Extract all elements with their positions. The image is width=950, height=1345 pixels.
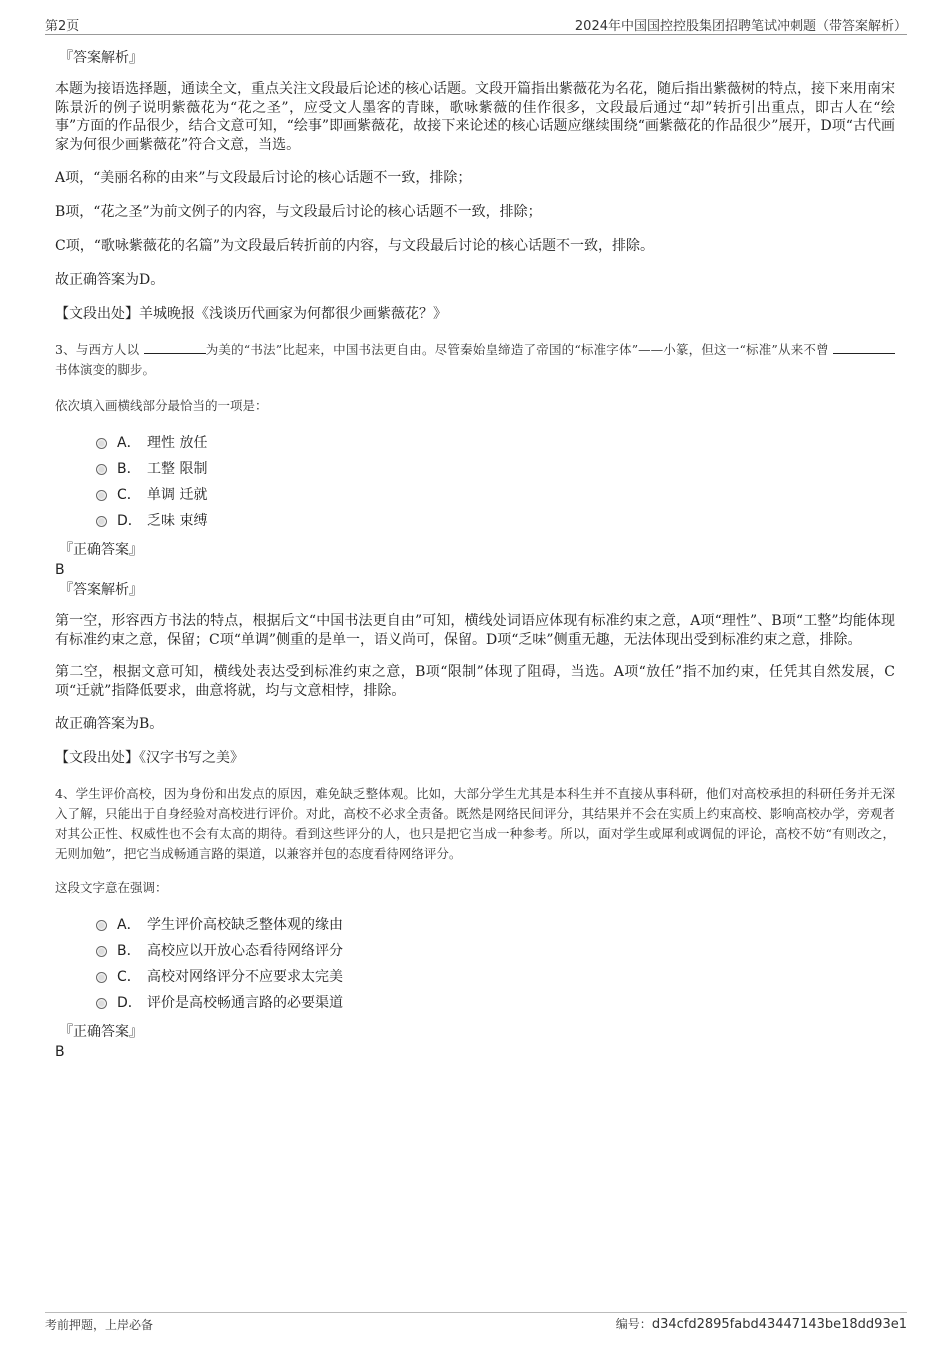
page-content (55, 48, 895, 1062)
radio-icon[interactable] (96, 516, 107, 527)
document-title: 2024年中国国控控股集团招聘笔试冲刺题（带答案解析） (574, 19, 907, 34)
q3-option-d[interactable]: D． 乏味 束缚 (96, 508, 895, 534)
radio-icon[interactable] (96, 946, 107, 957)
page-number: 第2页 (45, 19, 80, 34)
footer-code (616, 1315, 907, 1332)
q4-option-b[interactable]: B． 高校应以开放心态看待网络评分 (96, 938, 895, 964)
q4-stem: 4、学生评价高校，因为身份和出发点的原因，难免缺乏整体观。比如，大部分学生尤其是本科生并不直接从事科研，他们对高校承担的科研任务并无深入了解，只能出于自身经验对高校进行评价。对此，高校不必求全责备。既然是网络民间评分，其结果并不会在实质上约束高校、影响高校办学，旁观者对其公正性、权威性也不会有太高的期待。看到这些评分的人，也只是把它当成一种参考。所以，面对学生或犀利或调侃的评论，高校不妨“有则改之，无则加勉”，把它当成畅通言路的渠道，以兼容并包的态度看待网络评分。 (55, 786, 895, 861)
q2-eliminate-c: C项，“歌咏紫薇花的名篇”为文段最后转折前的内容，与文段最后讨论的核心话题不一致，排除。 (55, 238, 655, 254)
q3-option-a[interactable]: A． 理性 放任 (96, 430, 895, 456)
q3-stem (55, 340, 895, 380)
footer-slogan: 考前押题，上岸必备 (45, 1318, 154, 1332)
q3-option-c[interactable]: C． 单调 迁就 (96, 482, 895, 508)
q3-analysis-paragraph-1: 第一空，形容西方书法的特点，根据后文“中国书法更自由”可知，横线处词语应体现有标准约束之意，A项“理性”、B项“工整”均能体现有标准约束之意，保留；C项“单调”侧重的是单一，语义尚可，保留。D项“乏味”侧重无趣，无法体现出受到标准约束之意，排除。 (55, 613, 895, 648)
q2-analysis-paragraph: 本题为接语选择题，通读全文，重点关注文段最后论述的核心话题。文段开篇指出紫薇花为名花，随后指出紫薇树的特点，接下来用南宋陈景沂的例子说明紫薇花为“花之圣”，应受文人墨客的青睐，歌咏紫薇的佳作很多，文段最后通过“却”转折引出重点，即古人在“绘事”方面的作品很少，结合文意可知，“绘事”即画紫薇花，故接下来论述的核心话题应继续围绕“画紫薇花的作品很少”展开，D项“古代画家为何很少画紫薇花”符合文意，当选。 (55, 81, 895, 153)
radio-icon[interactable] (96, 998, 107, 1009)
q2-source: 【文段出处】羊城晚报《浅谈历代画家为何都很少画紫薇花？》 (55, 306, 447, 322)
radio-icon[interactable] (96, 920, 107, 931)
q4-option-d[interactable]: D． 评价是高校畅通言路的必要渠道 (96, 990, 895, 1016)
q2-eliminate-b: B项，“花之圣”为前文例子的内容，与文段最后讨论的核心话题不一致，排除； (55, 204, 542, 220)
q3-options (96, 430, 895, 534)
q3-option-b[interactable]: B． 工整 限制 (96, 456, 895, 482)
q3-analysis-paragraph-2: 第二空，根据文意可知，横线处表达受到标准约束之意，B项“限制”体现了阻碍，当选。A项“放任”指不加约束，任凭其自然发展，C项“迁就”指降低要求，曲意将就，均与文意相悖，排除。 (55, 664, 895, 699)
q2-eliminate-a: A项，“美丽名称的由来”与文段最后讨论的核心话题不一致，排除； (55, 170, 472, 186)
q4-options (96, 912, 895, 1016)
q4-option-c[interactable]: C． 高校对网络评分不应要求太完美 (96, 964, 895, 990)
footer-code-value: d34cfd2895fabd43447143be18dd93e1 (651, 1317, 907, 1332)
q3-stem-part1: 3、与西方人以 (55, 342, 140, 357)
q4-prompt: 这段文字意在强调： (55, 880, 168, 895)
q3-source: 【文段出处】《汉字书写之美》 (55, 750, 244, 766)
q3-answer-tag: 『正确答案』 (59, 542, 143, 558)
q3-answer: B (55, 562, 65, 578)
page-header (45, 14, 907, 35)
q2-conclusion: 故正确答案为D。 (55, 272, 165, 288)
q4-answer-tag: 『正确答案』 (59, 1024, 143, 1040)
q3-conclusion: 故正确答案为B。 (55, 716, 164, 732)
q4-answer: B (55, 1044, 65, 1060)
q3-prompt: 依次填入画横线部分最恰当的一项是： (55, 398, 268, 413)
radio-icon[interactable] (96, 464, 107, 475)
radio-icon[interactable] (96, 490, 107, 501)
radio-icon[interactable] (96, 438, 107, 449)
page-footer (45, 1312, 907, 1335)
q3-blank-2 (833, 341, 895, 354)
q3-analysis-tag: 『答案解析』 (59, 582, 143, 598)
q2-analysis-tag: 『答案解析』 (59, 50, 143, 66)
q3-stem-part2: 为美的“书法”比起来，中国书法更自由。尽管秦始皇缔造了帝国的“标准字体”——小篆，但这一“标准”从来不曾 (205, 342, 829, 357)
radio-icon[interactable] (96, 972, 107, 983)
q3-blank-1 (144, 341, 206, 354)
q4-option-a[interactable]: A． 学生评价高校缺乏整体观的缘由 (96, 912, 895, 938)
q3-stem-part3: 书体演变的脚步。 (55, 362, 156, 377)
footer-code-label: 编号： (615, 1317, 652, 1331)
